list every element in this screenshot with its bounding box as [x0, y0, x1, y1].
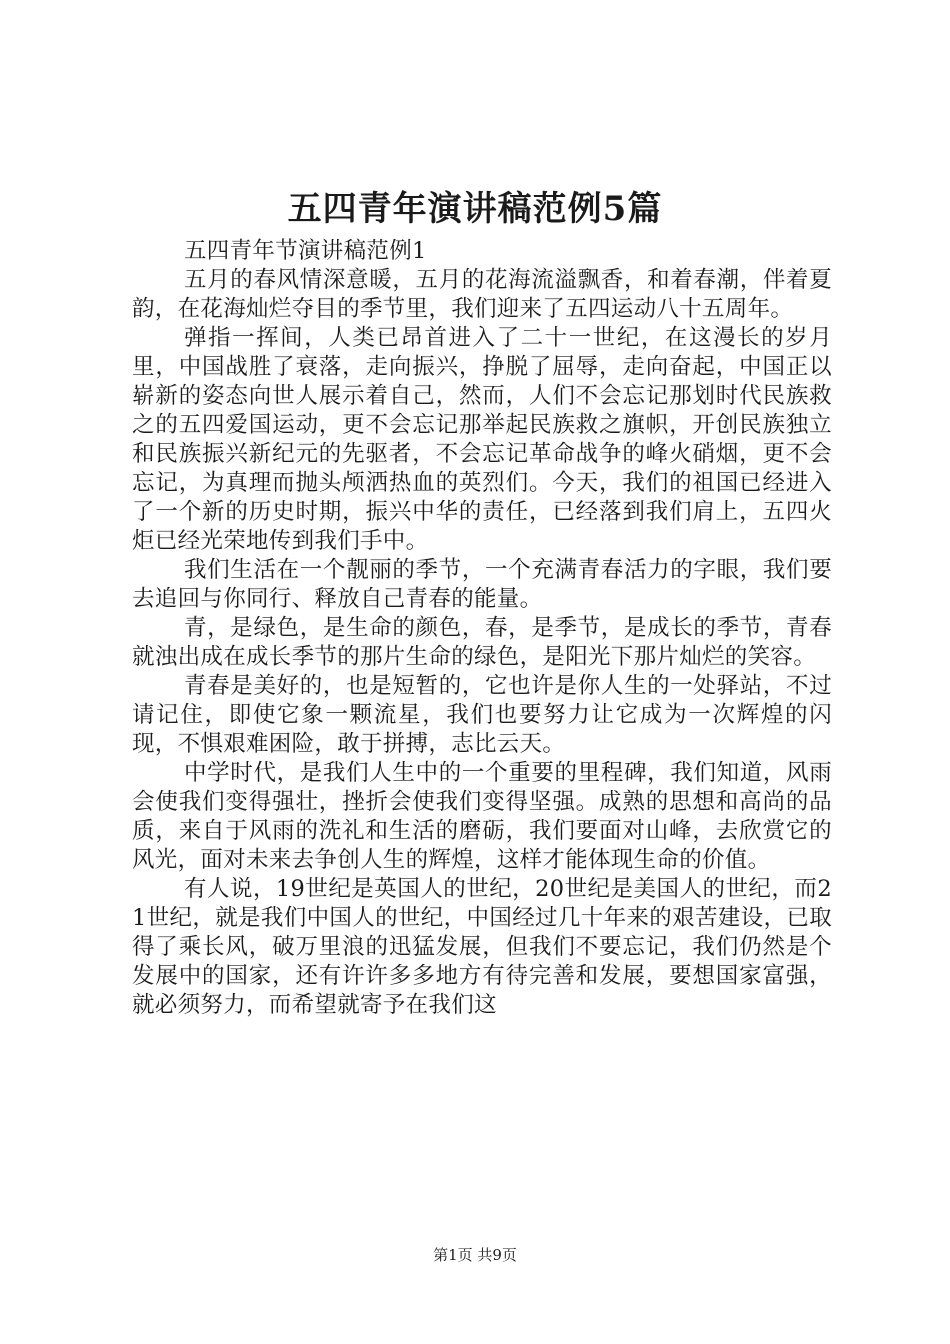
subtitle-paragraph: 五四青年节演讲稿范例1	[184, 238, 427, 264]
document-body	[132, 237, 832, 1020]
body-paragraph: 青，是绿色，是生命的颜色，春，是季节，是成长的季节，青春就浊出成在成长季节的那片生命的绿色，是阳光下那片灿烂的笑容。	[132, 615, 832, 670]
document-title: 五四青年演讲稿范例5篇	[287, 189, 663, 229]
body-paragraph: 中学时代，是我们人生中的一个重要的里程碑，我们知道，风雨会使我们变得强壮，挫折会使我们变得坚强。成熟的思想和高尚的品质，来自于风雨的洗礼和生活的磨砺，我们要面对山峰，去欣赏它的风光，面对未来去争创人生的辉煌，这样才能体现生命的价值。	[132, 760, 832, 873]
body-paragraph: 弹指一挥间，人类已昂首进入了二十一世纪，在这漫长的岁月里，中国战胜了衰落，走向振兴，挣脱了屈辱，走向奋起，中国正以崭新的姿态向世人展示着自己，然而，人们不会忘记那划时代民族救之的五四爱国运动，更不会忘记那举起民族救之旗帜，开创民族独立和民族振兴新纪元的先驱者，不会忘记革命战争的峰火硝烟，更不会忘记，为真理而抛头颅洒热血的英烈们。今天，我们的祖国已经进入了一个新的历史时期，振兴中华的责任，已经落到我们肩上，五四火炬已经光荣地传到我们手中。	[132, 325, 832, 554]
body-paragraph: 青春是美好的，也是短暂的，它也许是你人生的一处驿站，不过请记住，即使它象一颗流星，我们也要努力让它成为一次辉煌的闪现，不惧艰难困险，敢于拼搏，志比云天。	[132, 673, 832, 757]
page-footer: 第1页 共9页	[433, 1246, 517, 1264]
body-paragraph: 有人说，19世纪是英国人的世纪，20世纪是美国人的世纪，而21世纪，就是我们中国人的世纪，中国经过几十年来的艰苦建设，已取得了乘长风，破万里浪的迅猛发展，但我们不要忘记，我们仍然是个发展中的国家，还有许许多多地方有待完善和发展，要想国家富强，就必须努力，而希望就寄予在我们这	[132, 876, 832, 1018]
body-paragraph: 五月的春风情深意暖，五月的花海流溢飘香，和着春潮，伴着夏韵，在花海灿烂夺目的季节里，我们迎来了五四运动八十五周年。	[132, 267, 832, 322]
body-paragraph: 我们生活在一个靓丽的季节，一个充满青春活力的字眼，我们要去追回与你同行、释放自己青春的能量。	[132, 557, 832, 612]
